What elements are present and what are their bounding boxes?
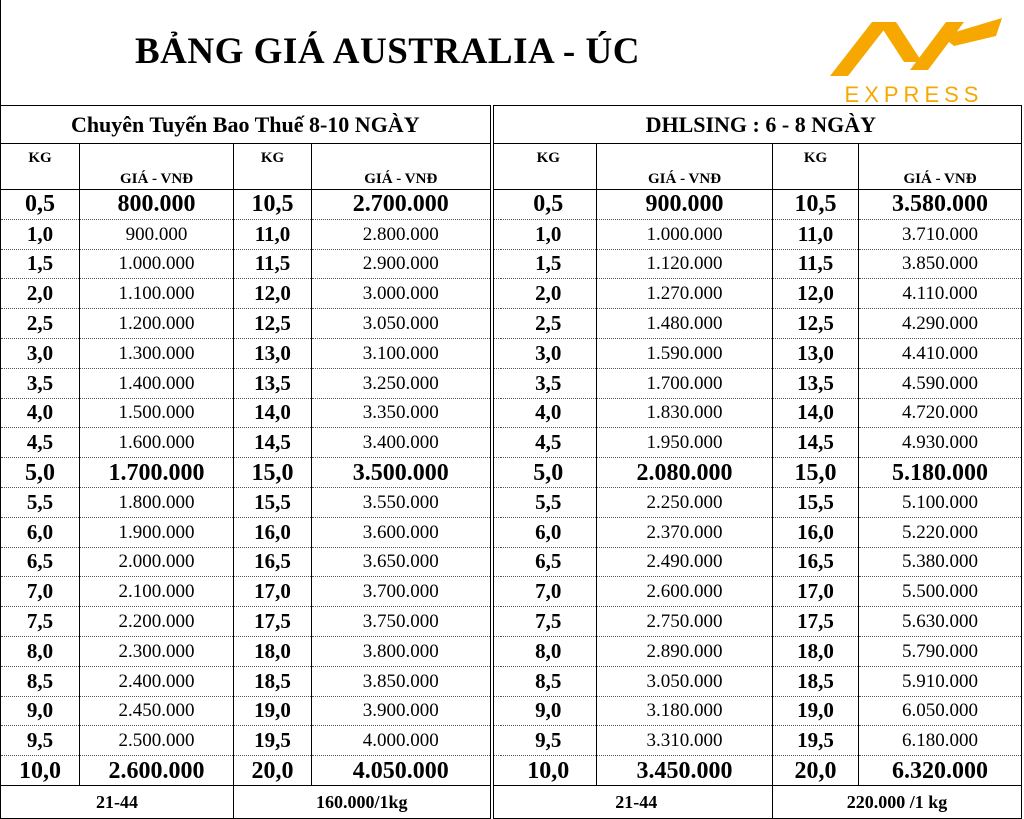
left-weight-cell: 10,5: [234, 190, 312, 220]
left-weight-cell: 3,5: [1, 368, 80, 398]
left-price-cell: 3.600.000: [312, 517, 492, 547]
left-weight-cell: 11,0: [234, 219, 312, 249]
price-table: [0, 105, 1022, 819]
left-weight-cell: 9,5: [1, 726, 80, 756]
column-divider: [492, 338, 501, 368]
left-weight-cell: 2,5: [1, 309, 80, 339]
table-row: [1, 338, 1022, 368]
right-price-cell: 1.700.000: [597, 368, 773, 398]
right-weight-cell: 15,0: [773, 458, 859, 488]
left-price-cell: 1.200.000: [80, 309, 234, 339]
right-weight-cell: 17,0: [773, 577, 859, 607]
right-price-cell: 2.600.000: [597, 577, 773, 607]
left-weight-cell: 2,0: [1, 279, 80, 309]
right-weight-cell: 6,5: [501, 547, 597, 577]
right-price-cell: 2.890.000: [597, 636, 773, 666]
left-price-cell: 1.000.000: [80, 249, 234, 279]
left-price-cell: 3.750.000: [312, 607, 492, 637]
left-weight-cell: 14,0: [234, 398, 312, 428]
right-price-cell: 5.180.000: [859, 458, 1022, 488]
left-price-header-2: GIÁ - VNĐ: [312, 144, 492, 190]
right-weight-cell: 13,5: [773, 368, 859, 398]
right-price-header-1: GIÁ - VNĐ: [597, 144, 773, 190]
left-weight-cell: 20,0: [234, 756, 312, 786]
right-price-cell: 5.500.000: [859, 577, 1022, 607]
table-row: [1, 428, 1022, 458]
left-weight-cell: 7,5: [1, 607, 80, 637]
left-price-cell: 2.800.000: [312, 219, 492, 249]
table-row: [1, 398, 1022, 428]
right-weight-cell: 14,5: [773, 428, 859, 458]
right-weight-cell: 18,5: [773, 666, 859, 696]
right-price-cell: 4.110.000: [859, 279, 1022, 309]
column-divider: [492, 368, 501, 398]
column-divider: [492, 309, 501, 339]
right-price-cell: 4.720.000: [859, 398, 1022, 428]
column-divider: [492, 487, 501, 517]
left-weight-cell: 15,0: [234, 458, 312, 488]
left-weight-cell: 18,5: [234, 666, 312, 696]
left-weight-cell: 4,0: [1, 398, 80, 428]
right-weight-cell: 11,5: [773, 249, 859, 279]
left-weight-cell: 1,5: [1, 249, 80, 279]
right-weight-cell: 8,5: [501, 666, 597, 696]
left-price-cell: 1.300.000: [80, 338, 234, 368]
column-divider: [492, 144, 501, 190]
table-row: [1, 547, 1022, 577]
right-weight-cell: 5,0: [501, 458, 597, 488]
left-price-cell: 4.000.000: [312, 726, 492, 756]
right-price-cell: 5.100.000: [859, 487, 1022, 517]
table-row: [1, 517, 1022, 547]
right-weight-cell: 9,5: [501, 726, 597, 756]
right-price-cell: 4.410.000: [859, 338, 1022, 368]
left-weight-cell: 5,0: [1, 458, 80, 488]
left-weight-cell: 11,5: [234, 249, 312, 279]
right-price-cell: 5.380.000: [859, 547, 1022, 577]
left-weight-cell: 12,5: [234, 309, 312, 339]
left-price-cell: 3.550.000: [312, 487, 492, 517]
right-weight-cell: 1,0: [501, 219, 597, 249]
right-weight-cell: 11,0: [773, 219, 859, 249]
right-price-cell: 2.370.000: [597, 517, 773, 547]
column-divider: [492, 636, 501, 666]
table-row: [1, 487, 1022, 517]
right-price-cell: 3.580.000: [859, 190, 1022, 220]
left-footer-price: 160.000/1kg: [234, 785, 492, 818]
left-weight-cell: 8,5: [1, 666, 80, 696]
left-price-cell: 3.100.000: [312, 338, 492, 368]
right-price-cell: 1.270.000: [597, 279, 773, 309]
right-price-cell: 3.180.000: [597, 696, 773, 726]
table-row: [1, 249, 1022, 279]
left-price-cell: 2.600.000: [80, 756, 234, 786]
column-divider: [492, 106, 501, 144]
right-weight-cell: 12,0: [773, 279, 859, 309]
table-row: [1, 219, 1022, 249]
left-price-cell: 4.050.000: [312, 756, 492, 786]
column-divider: [492, 547, 501, 577]
table-row: [1, 577, 1022, 607]
left-weight-cell: 14,5: [234, 428, 312, 458]
left-price-cell: 1.800.000: [80, 487, 234, 517]
left-price-cell: 2.450.000: [80, 696, 234, 726]
left-price-cell: 2.400.000: [80, 666, 234, 696]
left-price-cell: 2.000.000: [80, 547, 234, 577]
right-kg-header-2: KG: [773, 144, 859, 190]
right-price-cell: 1.950.000: [597, 428, 773, 458]
right-price-cell: 3.310.000: [597, 726, 773, 756]
left-weight-cell: 12,0: [234, 279, 312, 309]
right-price-cell: 5.790.000: [859, 636, 1022, 666]
right-weight-cell: 2,0: [501, 279, 597, 309]
left-price-cell: 1.400.000: [80, 368, 234, 398]
right-weight-cell: 4,0: [501, 398, 597, 428]
left-weight-cell: 19,0: [234, 696, 312, 726]
right-price-cell: 1.120.000: [597, 249, 773, 279]
left-price-cell: 2.500.000: [80, 726, 234, 756]
footer-row: [1, 785, 1022, 818]
column-divider: [492, 577, 501, 607]
right-weight-cell: 14,0: [773, 398, 859, 428]
header-row: [1, 106, 1022, 144]
express-logo: [826, 14, 1006, 106]
left-price-cell: 3.400.000: [312, 428, 492, 458]
table-row: [1, 666, 1022, 696]
left-price-cell: 3.350.000: [312, 398, 492, 428]
right-price-cell: 5.220.000: [859, 517, 1022, 547]
column-divider: [492, 756, 501, 786]
right-weight-cell: 5,5: [501, 487, 597, 517]
column-divider: [492, 190, 501, 220]
column-divider: [492, 785, 501, 818]
left-price-cell: 2.200.000: [80, 607, 234, 637]
column-divider: [492, 219, 501, 249]
right-price-cell: 5.910.000: [859, 666, 1022, 696]
right-price-cell: 2.490.000: [597, 547, 773, 577]
left-price-cell: 3.650.000: [312, 547, 492, 577]
right-price-cell: 4.290.000: [859, 309, 1022, 339]
left-footer-range: 21-44: [1, 785, 234, 818]
table-row: [1, 279, 1022, 309]
right-weight-cell: 10,0: [501, 756, 597, 786]
left-price-cell: 1.500.000: [80, 398, 234, 428]
column-divider: [492, 279, 501, 309]
table-row: [1, 190, 1022, 220]
table-row: [1, 696, 1022, 726]
left-weight-cell: 18,0: [234, 636, 312, 666]
right-footer-price: 220.000 /1 kg: [773, 785, 1022, 818]
right-weight-cell: 17,5: [773, 607, 859, 637]
table-row: [1, 607, 1022, 637]
right-price-header-2: GIÁ - VNĐ: [859, 144, 1022, 190]
right-weight-cell: 6,0: [501, 517, 597, 547]
right-price-cell: 1.000.000: [597, 219, 773, 249]
column-divider: [492, 607, 501, 637]
left-weight-cell: 17,5: [234, 607, 312, 637]
right-price-cell: 900.000: [597, 190, 773, 220]
right-weight-cell: 15,5: [773, 487, 859, 517]
left-weight-cell: 0,5: [1, 190, 80, 220]
right-weight-cell: 1,5: [501, 249, 597, 279]
right-weight-cell: 18,0: [773, 636, 859, 666]
right-price-cell: 1.830.000: [597, 398, 773, 428]
left-weight-cell: 6,5: [1, 547, 80, 577]
column-header-row: [1, 144, 1022, 190]
right-service-header: DHLSING : 6 - 8 NGÀY: [501, 106, 1022, 144]
right-weight-cell: 13,0: [773, 338, 859, 368]
column-divider: [492, 249, 501, 279]
left-price-cell: 1.700.000: [80, 458, 234, 488]
express-logo-mark: [826, 14, 1006, 84]
left-weight-cell: 16,0: [234, 517, 312, 547]
page-title: BẢNG GIÁ AUSTRALIA - ÚC: [135, 31, 640, 72]
left-weight-cell: 8,0: [1, 636, 80, 666]
table-row: [1, 636, 1022, 666]
right-weight-cell: 3,0: [501, 338, 597, 368]
left-price-cell: 3.700.000: [312, 577, 492, 607]
left-price-cell: 3.250.000: [312, 368, 492, 398]
right-price-cell: 3.450.000: [597, 756, 773, 786]
left-weight-cell: 7,0: [1, 577, 80, 607]
column-divider: [492, 666, 501, 696]
right-weight-cell: 3,5: [501, 368, 597, 398]
left-price-cell: 2.700.000: [312, 190, 492, 220]
right-weight-cell: 7,5: [501, 607, 597, 637]
right-price-cell: 6.050.000: [859, 696, 1022, 726]
left-price-cell: 800.000: [80, 190, 234, 220]
right-price-cell: 2.250.000: [597, 487, 773, 517]
left-price-cell: 2.100.000: [80, 577, 234, 607]
left-price-cell: 3.850.000: [312, 666, 492, 696]
left-weight-cell: 19,5: [234, 726, 312, 756]
table-row: [1, 368, 1022, 398]
column-divider: [492, 398, 501, 428]
left-weight-cell: 13,5: [234, 368, 312, 398]
left-price-cell: 3.800.000: [312, 636, 492, 666]
left-weight-cell: 16,5: [234, 547, 312, 577]
column-divider: [492, 428, 501, 458]
left-price-cell: 900.000: [80, 219, 234, 249]
right-weight-cell: 19,0: [773, 696, 859, 726]
left-price-cell: 3.050.000: [312, 309, 492, 339]
column-divider: [492, 696, 501, 726]
left-price-cell: 1.900.000: [80, 517, 234, 547]
right-weight-cell: 0,5: [501, 190, 597, 220]
left-kg-header-2: KG: [234, 144, 312, 190]
left-weight-cell: 13,0: [234, 338, 312, 368]
right-weight-cell: 19,5: [773, 726, 859, 756]
right-weight-cell: 12,5: [773, 309, 859, 339]
table-row: [1, 458, 1022, 488]
left-weight-cell: 3,0: [1, 338, 80, 368]
left-price-cell: 1.600.000: [80, 428, 234, 458]
right-price-cell: 2.080.000: [597, 458, 773, 488]
right-price-cell: 3.710.000: [859, 219, 1022, 249]
right-weight-cell: 7,0: [501, 577, 597, 607]
left-weight-cell: 9,0: [1, 696, 80, 726]
column-divider: [492, 458, 501, 488]
column-divider: [492, 517, 501, 547]
column-divider: [492, 726, 501, 756]
right-price-cell: 4.930.000: [859, 428, 1022, 458]
right-weight-cell: 9,0: [501, 696, 597, 726]
left-price-cell: 2.300.000: [80, 636, 234, 666]
logo-text: EXPRESS: [844, 82, 984, 107]
left-weight-cell: 17,0: [234, 577, 312, 607]
right-weight-cell: 16,5: [773, 547, 859, 577]
right-weight-cell: 20,0: [773, 756, 859, 786]
left-price-cell: 3.500.000: [312, 458, 492, 488]
left-weight-cell: 15,5: [234, 487, 312, 517]
left-price-header-1: GIÁ - VNĐ: [80, 144, 234, 190]
table-row: [1, 756, 1022, 786]
left-price-cell: 1.100.000: [80, 279, 234, 309]
right-weight-cell: 16,0: [773, 517, 859, 547]
left-price-cell: 2.900.000: [312, 249, 492, 279]
left-weight-cell: 1,0: [1, 219, 80, 249]
left-weight-cell: 4,5: [1, 428, 80, 458]
left-weight-cell: 5,5: [1, 487, 80, 517]
page-left-border: [0, 0, 1, 105]
right-price-cell: 2.750.000: [597, 607, 773, 637]
right-footer-range: 21-44: [501, 785, 773, 818]
right-kg-header-1: KG: [501, 144, 597, 190]
left-kg-header-1: KG: [1, 144, 80, 190]
left-weight-cell: 10,0: [1, 756, 80, 786]
right-price-cell: 4.590.000: [859, 368, 1022, 398]
right-weight-cell: 2,5: [501, 309, 597, 339]
right-price-cell: 6.320.000: [859, 756, 1022, 786]
right-price-cell: 1.480.000: [597, 309, 773, 339]
right-price-cell: 1.590.000: [597, 338, 773, 368]
right-price-cell: 3.050.000: [597, 666, 773, 696]
right-price-cell: 5.630.000: [859, 607, 1022, 637]
left-weight-cell: 6,0: [1, 517, 80, 547]
right-weight-cell: 10,5: [773, 190, 859, 220]
right-price-cell: 6.180.000: [859, 726, 1022, 756]
right-weight-cell: 8,0: [501, 636, 597, 666]
left-price-cell: 3.900.000: [312, 696, 492, 726]
left-price-cell: 3.000.000: [312, 279, 492, 309]
right-price-cell: 3.850.000: [859, 249, 1022, 279]
table-row: [1, 309, 1022, 339]
right-weight-cell: 4,5: [501, 428, 597, 458]
left-service-header: Chuyên Tuyến Bao Thuế 8-10 NGÀY: [1, 106, 492, 144]
table-row: [1, 726, 1022, 756]
